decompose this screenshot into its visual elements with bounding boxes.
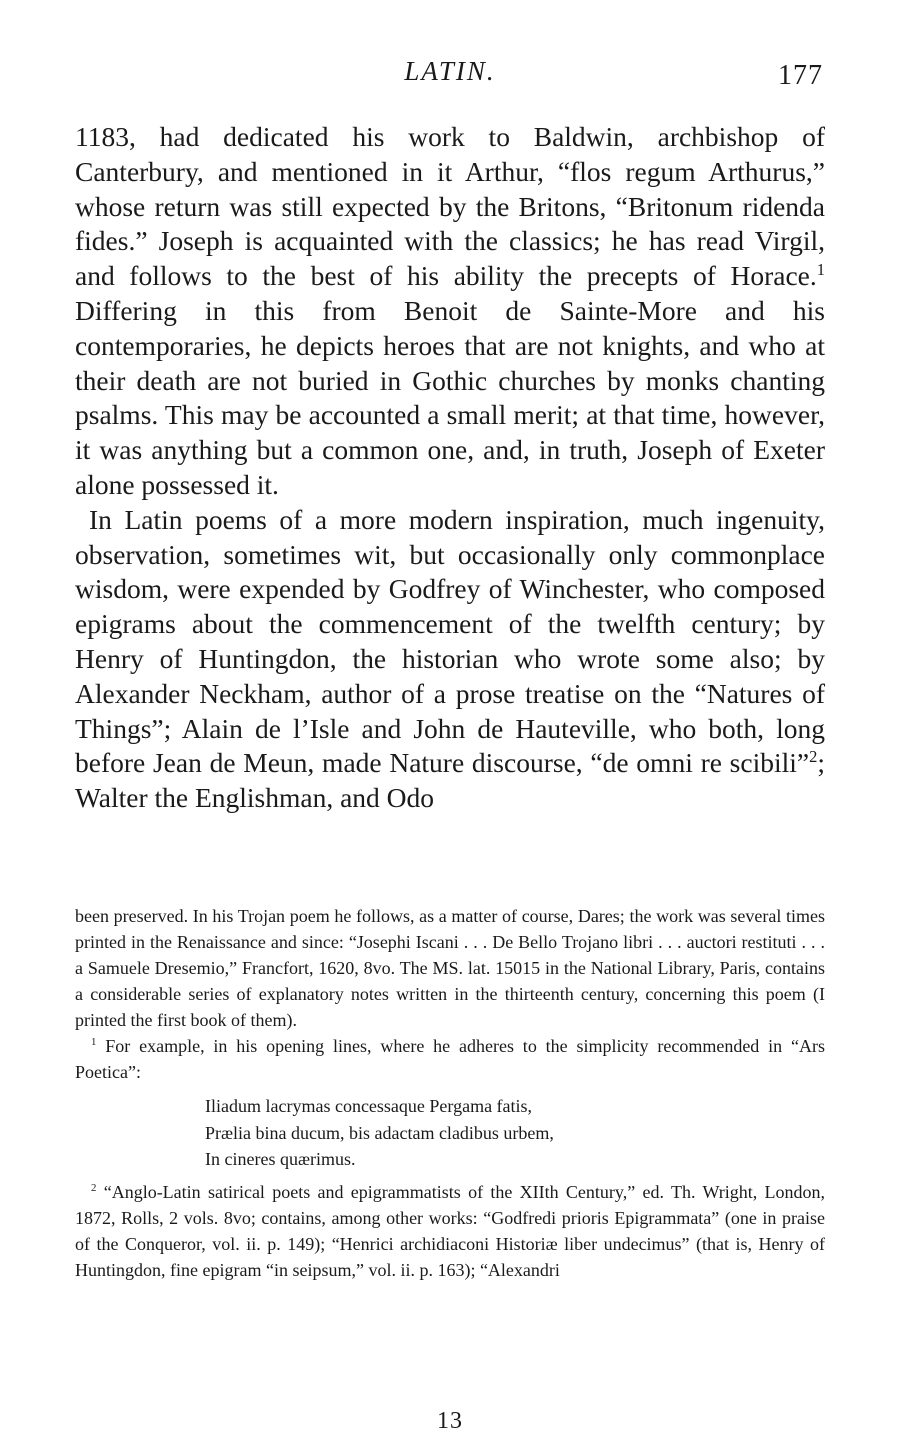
paragraph-2-continued: ; Walter the Englishman, and Odo <box>75 747 825 814</box>
paragraph-2 <box>75 503 825 816</box>
footnote-1-mark: 1 <box>91 1036 97 1048</box>
paragraph-1 <box>75 120 825 503</box>
running-title: LATIN. <box>404 56 496 86</box>
running-head <box>75 56 825 96</box>
footnote-1 <box>75 1033 825 1085</box>
footnotes <box>75 903 825 1283</box>
footnote-ref-1: 1 <box>816 260 825 280</box>
signature-mark: 13 <box>437 1408 463 1434</box>
paragraph-1-continued: Differing in this from Benoit de Sainte-More and his contemporaries, he depicts heroes that are not knights, and who at their death are not buried in Gothic churches by monks chanting psalms. This may be accounted a small merit; at that time, however, it was anything but a common one, and, in truth, Joseph of Exeter alone possessed it. <box>75 294 825 500</box>
footnote-2 <box>75 1179 825 1283</box>
footnote-2-text: “Anglo-Latin satirical poets and epigrammatists of the XIIth Century,” ed. Th. Wright, London, 1872, Rolls, 2 vols. 8vo; contains, among other works: “Godfredi prioris Epigrammata” (one in praise of the Conqueror, vol. ii. p. 149); “Henrici archidiaconi Historiæ liber undecimus” (that is, Henry of Huntingdon, fine epigram “in seipsum,” vol. ii. p. 163); “Alexandri <box>75 1181 825 1280</box>
footnote-continued: been preserved. In his Trojan poem he follows, as a matter of course, Dares; the work was several times printed in the Renaissance and since: “Josephi Iscani . . . De Bello Trojano libri . . . auctori restituti . . . a Samuele Dresemio,” Francfort, 1620, 8vo. The MS. lat. 15015 in the National Library, Paris, contains a considerable series of explanatory notes written in the thirteenth century, concerning this poem (I printed the first book of them). <box>75 906 825 1030</box>
paragraph-1-text: 1183, had dedicated his work to Baldwin, archbishop of Canterbury, and mentioned in it Arthur, “flos regum Arthurus,” whose return was still expected by the Britons, “Britonum ridenda fides.” Joseph is acquainted with the classics; he has read Virgil, and follows to the best of his ability the precepts of Horace. <box>75 121 825 292</box>
footnote-ref-2: 2 <box>809 747 818 767</box>
footnote-1-text: For example, in his opening lines, where he adheres to the simplicity recommended in “Ars Poetica”: <box>75 1036 825 1082</box>
footnote-2-mark: 2 <box>91 1181 97 1194</box>
page-number: 177 <box>778 60 823 91</box>
verse-line: In cineres quærimus. <box>205 1149 356 1169</box>
paragraph-2-text: In Latin poems of a more modern inspiration, much ingenuity, observation, sometimes wit, but occasionally only commonplace wisdom, were expended by Godfrey of Winchester, who composed epigrams about the commencement of the twelfth century; by Henry of Huntingdon, the historian who wrote some also; by Alexander Neckham, author of a prose treatise on the “Natures of Things”; Alain de l’Isle and John de Hauteville, who both, long before Jean de Meun, made Nature discourse, “de omni re scibili” <box>75 503 825 779</box>
verse-quotation <box>205 1093 825 1173</box>
main-text <box>75 120 825 816</box>
verse-line: Iliadum lacrymas concessaque Pergama fatis, <box>205 1096 533 1116</box>
verse-line: Prælia bina ducum, bis adactam cladibus urbem, <box>205 1122 554 1143</box>
